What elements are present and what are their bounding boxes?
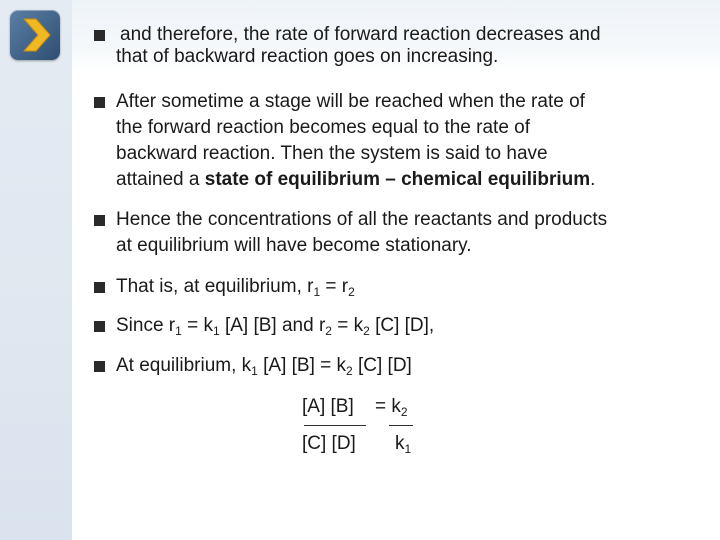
text-segment: Since r (116, 315, 176, 336)
fraction-numerator-left: [A] [B] (302, 396, 354, 417)
subscript: 2 (325, 324, 332, 338)
bullet-6 (94, 355, 696, 382)
subscript: 2 (400, 405, 408, 419)
subscript: 1 (404, 442, 412, 456)
bullet-3-line-1: Hence the concentrations of all the reactants and products (116, 209, 608, 230)
slide-logo (10, 10, 60, 60)
bullet-2-text (116, 91, 696, 191)
rate-r2: = r (320, 276, 349, 297)
bullet-2-line-3: backward reaction. Then the system is said to have (116, 143, 548, 164)
fraction-bar-right (389, 425, 413, 426)
rate-r1: That is, at equilibrium, r (116, 276, 314, 297)
text-segment: = k (375, 396, 401, 417)
bullet-2-prefix: attained a (116, 169, 205, 190)
bullet-marker-icon (94, 282, 105, 293)
text-segment: [A] [B] and r (219, 315, 326, 336)
fraction-denominator-right (395, 433, 411, 456)
bullet-2-line-4 (116, 169, 696, 191)
bullet-5-text (116, 315, 696, 342)
equilibrium-term: state of equilibrium – chemical equilibrium (204, 169, 591, 190)
subscript: 2 (346, 364, 353, 378)
bullet-2-line-2: the forward reaction becomes equal to the rate of (116, 117, 531, 138)
text-segment: = k (331, 315, 364, 336)
fraction-denominator-left: [C] [D] (302, 433, 356, 454)
bullet-marker-icon (94, 321, 105, 332)
text-segment: [C] [D] (352, 355, 412, 376)
bullet-4 (94, 276, 696, 303)
bullet-4-text (116, 276, 696, 303)
subscript: 2 (348, 285, 355, 299)
bullet-1-text (116, 24, 696, 68)
text-segment: [C] [D], (369, 315, 435, 336)
equilibrium-equation (116, 355, 696, 382)
rate-laws (116, 315, 696, 342)
text-segment: [A] [B] = k (257, 355, 347, 376)
bullet-2-suffix: . (590, 169, 596, 190)
text-segment: k (395, 433, 405, 454)
subscript: 2 (363, 324, 370, 338)
bullet-marker-icon (94, 361, 105, 372)
text-segment: At equilibrium, k (116, 355, 252, 376)
subscript: 1 (175, 324, 182, 338)
bullet-3 (94, 209, 696, 257)
bullet-5 (94, 315, 696, 342)
bullet-marker-icon (94, 215, 105, 226)
bullet-3-line-2: at equilibrium will have become stationary. (116, 235, 472, 256)
subscript: 1 (212, 324, 220, 338)
bullet-1-line-1: and therefore, the rate of forward reaction decreases and (120, 24, 601, 45)
bullet-6-text (116, 355, 696, 382)
rate-equality (116, 276, 696, 303)
subscript: 1 (251, 364, 258, 378)
subscript: 1 (313, 285, 321, 299)
bullet-2-line-1: After sometime a stage will be reached when the rate of (116, 91, 585, 112)
chevron-right-icon (10, 10, 60, 60)
bullet-3-text (116, 209, 696, 257)
bullet-2 (94, 91, 696, 191)
bullet-1-line-2: that of backward reaction goes on increasing. (116, 46, 499, 67)
fraction-bar-left (304, 425, 366, 426)
left-sidebar-band (0, 0, 72, 540)
bullet-marker-icon (94, 97, 105, 108)
fraction-numerator-right (375, 396, 408, 419)
text-segment: = k (181, 315, 213, 336)
bullet-marker-icon (94, 30, 105, 41)
bullet-1 (94, 24, 696, 68)
